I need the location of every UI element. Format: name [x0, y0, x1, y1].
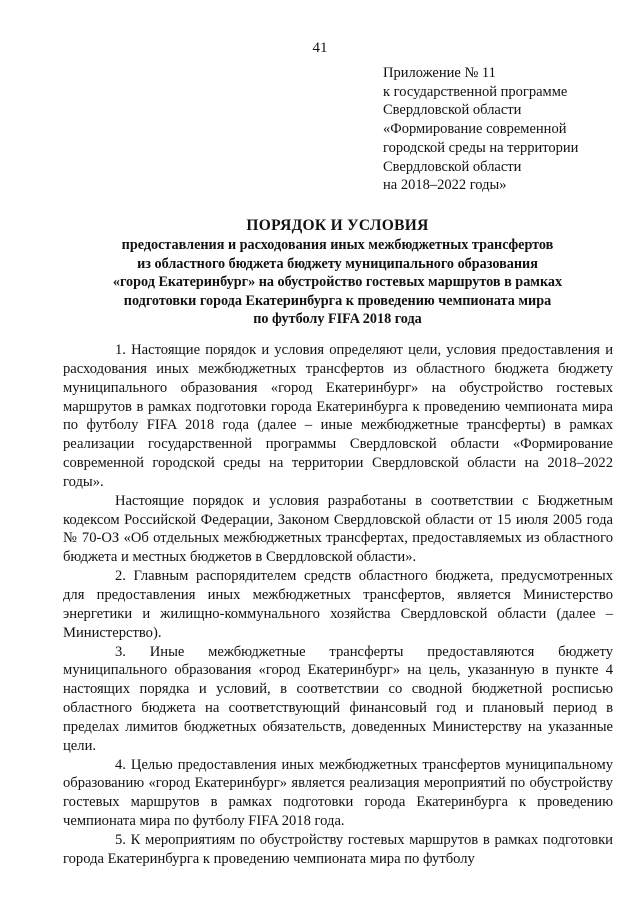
appendix-line: «Формирование современной	[383, 121, 567, 138]
appendix-line: Приложение № 11	[383, 65, 496, 81]
title-main: ПОРЯДОК И УСЛОВИЯ	[246, 217, 429, 234]
title-line: из областного бюджета бюджету муниципального образования	[137, 255, 538, 272]
appendix-line: городской среды на территории	[383, 139, 579, 156]
paragraph-1: 1. Настоящие порядок и условия определяют цели, условия предоставления и расходования иных межбюджетных трансфертов из областного бюджета бюджету муниципального образования «город Екатеринбург» на обустройство гостевых маршрутов в рамках подготовки города Екатеринбурга к проведению чемпионата мира по футболу FIFA 2018 года (далее – иные межбюджетные трансферты) в рамках реализации государственной программы Свердловской области «Формирование современной городской среды на территории Свердловской области на 2018–2022 годы».	[63, 342, 613, 490]
paragraph-5: 5. К мероприятиям по обустройству гостевых маршрутов в рамках подготовки города Екатеринбурга к проведению чемпионата мира по футболу	[63, 831, 613, 867]
page-number: 41	[312, 40, 328, 56]
paragraph-1-continued: Настоящие порядок и условия разработаны в соответствии с Бюджетным кодексом Российской Федерации, Законом Свердловской области от 15 июля 2005 года № 70-ОЗ «Об отдельных межбюджетных трансфертах, предоставляемых из областного бюджета и местных бюджетов в Свердловской области».	[63, 492, 613, 566]
paragraph-4: 4. Целью предоставления иных межбюджетных трансфертов муниципальному образованию «город Екатеринбург» является реализация мероприятий по обустройству гостевых маршрутов в рамках подготовки города Екатеринбурга к проведению чемпионата мира по футболу FIFA 2018 года.	[63, 756, 613, 830]
appendix-line: Свердловской области	[383, 102, 522, 119]
title-line: подготовки города Екатеринбурга к проведению чемпионата мира	[123, 292, 552, 309]
appendix-line: к государственной программе	[383, 83, 568, 100]
document-body	[63, 341, 613, 869]
paragraph-2: 2. Главным распорядителем средств областного бюджета, предусмотренных для предоставления иных межбюджетных трансфертов, является Министерство энергетики и жилищно-коммунального хозяйства Свердловской области (далее – Министерство).	[63, 568, 613, 641]
title-line: предоставления и расходования иных межбюджетных трансфертов	[121, 237, 554, 253]
title-line: по футболу FIFA 2018 года	[253, 311, 422, 328]
title-line: «город Екатеринбург» на обустройство гостевых маршрутов в рамках	[112, 274, 563, 291]
document-title	[60, 216, 615, 329]
appendix-line: Свердловской области	[383, 158, 522, 175]
appendix-line: на 2018–2022 годы»	[383, 177, 507, 194]
appendix-header	[383, 64, 628, 195]
title-subtitle	[60, 236, 615, 329]
paragraph-3: 3. Иные межбюджетные трансферты предоставляются бюджету муниципального образования «город Екатеринбург» на цель, указанную в пункте 4 настоящих порядка и условий, в соответствии со сводной бюджетной росписью областного бюджета на соответствующий финансовый год и плановый период в пределах лимитов бюджетных обязательств, доведенных Министерству на указанные цели.	[63, 643, 613, 754]
